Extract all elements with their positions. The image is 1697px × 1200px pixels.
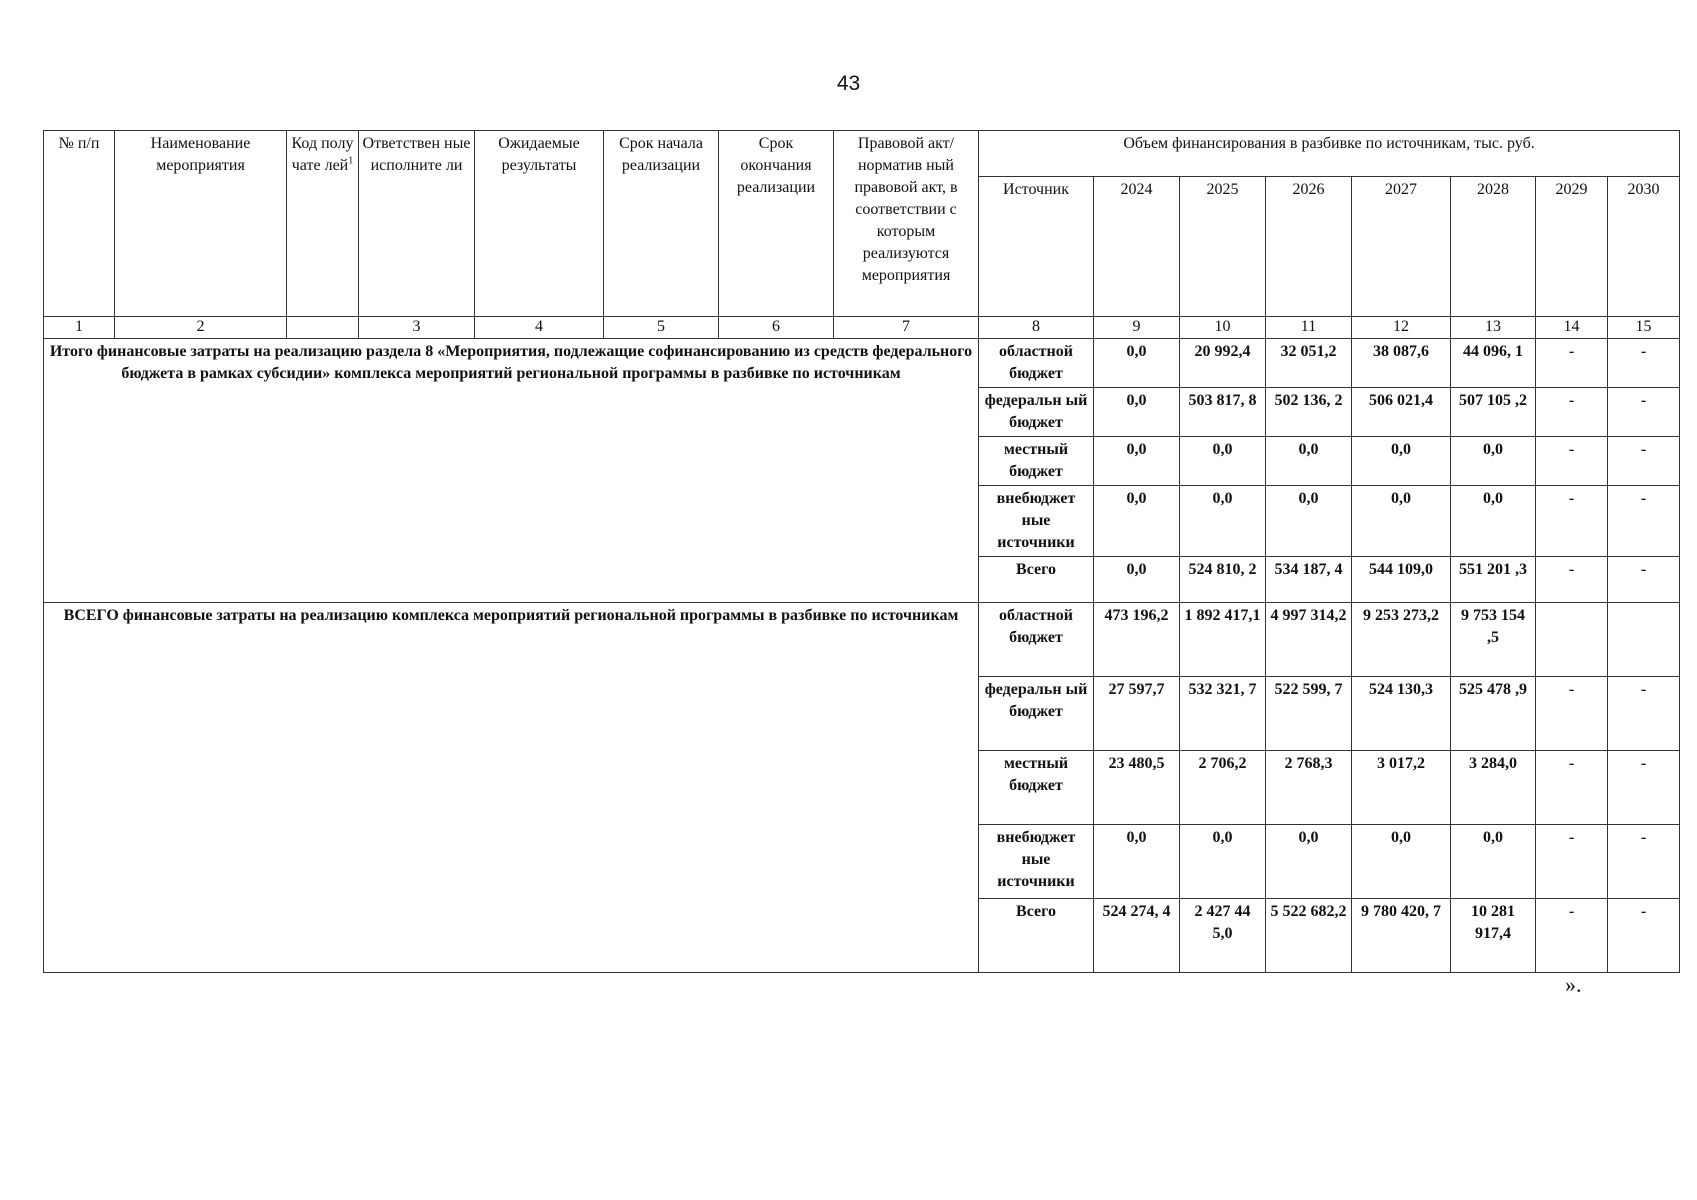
funding-value [1608,603,1680,677]
financing-table [43,130,1680,973]
funding-value: 0,0 [1352,437,1451,486]
funding-source: местный бюджет [979,437,1094,486]
funding-value: 507 105 ,2 [1451,388,1536,437]
column-number-cell: 14 [1536,317,1608,339]
funding-source: местный бюджет [979,751,1094,825]
column-number-cell: 11 [1266,317,1352,339]
funding-value: 473 196,2 [1094,603,1180,677]
column-number-cell: 10 [1180,317,1266,339]
header-code [287,131,359,317]
header-number: № п/п [44,131,115,317]
header-end: Срок окончания реализации [719,131,834,317]
funding-value: - [1536,388,1608,437]
funding-value: 0,0 [1266,486,1352,557]
funding-value: 2 768,3 [1266,751,1352,825]
funding-value: 0,0 [1180,486,1266,557]
funding-source: Всего [979,557,1094,603]
table-row [44,339,1680,388]
header-funding: Объем финансирования в разбивке по источникам, тыс. руб. [979,131,1680,177]
funding-value: 0,0 [1094,825,1180,899]
funding-value: - [1536,751,1608,825]
funding-value: 0,0 [1180,437,1266,486]
funding-value: - [1536,825,1608,899]
header-expected: Ожидаемые результаты [475,131,604,317]
funding-value: 525 478 ,9 [1451,677,1536,751]
funding-value: 1 892 417,1 [1180,603,1266,677]
funding-value: 44 096, 1 [1451,339,1536,388]
closing-quote-mark: ». [1565,972,1582,997]
table-row [44,603,1680,677]
header-code-footnote: 1 [348,155,354,167]
funding-value: 551 201 ,3 [1451,557,1536,603]
funding-value: 522 599, 7 [1266,677,1352,751]
funding-value: 524 130,3 [1352,677,1451,751]
column-number-cell: 5 [604,317,719,339]
funding-value: - [1536,677,1608,751]
funding-value: 0,0 [1451,437,1536,486]
funding-value: 0,0 [1180,825,1266,899]
funding-value: 0,0 [1094,486,1180,557]
funding-source: областной бюджет [979,603,1094,677]
funding-source: внебюджет ные источники [979,825,1094,899]
funding-value: 0,0 [1451,486,1536,557]
funding-source: Всего [979,899,1094,973]
funding-value: 503 817, 8 [1180,388,1266,437]
header-year: 2024 [1094,177,1180,317]
header-name: Наименование мероприятия [115,131,287,317]
column-number-cell: 4 [475,317,604,339]
funding-value: 502 136, 2 [1266,388,1352,437]
funding-value [1536,603,1608,677]
funding-source: федеральн ый бюджет [979,677,1094,751]
header-start: Срок начала реализации [604,131,719,317]
funding-value: 10 281 917,4 [1451,899,1536,973]
column-number-cell: 7 [834,317,979,339]
funding-value: - [1608,339,1680,388]
funding-value: - [1608,825,1680,899]
header-code-text: Код полу чате лей [291,135,354,174]
header-source: Источник [979,177,1094,317]
funding-value: - [1536,339,1608,388]
funding-value: 2 706,2 [1180,751,1266,825]
funding-source: внебюджет ные источники [979,486,1094,557]
funding-value: 9 253 273,2 [1352,603,1451,677]
funding-value: 9 753 154 ,5 [1451,603,1536,677]
funding-source: областной бюджет [979,339,1094,388]
funding-value: 23 480,5 [1094,751,1180,825]
column-number-cell: 8 [979,317,1094,339]
funding-value: 5 522 682,2 [1266,899,1352,973]
funding-value: 0,0 [1352,486,1451,557]
funding-value: 544 109,0 [1352,557,1451,603]
section-summary-label: ВСЕГО финансовые затраты на реализацию комплекса мероприятий региональной программы в разбивке по источникам [44,603,979,973]
funding-value: 506 021,4 [1352,388,1451,437]
funding-value: 0,0 [1094,339,1180,388]
header-year: 2026 [1266,177,1352,317]
funding-value: 4 997 314,2 [1266,603,1352,677]
header-year: 2029 [1536,177,1608,317]
funding-value: 534 187, 4 [1266,557,1352,603]
funding-value: 532 321, 7 [1180,677,1266,751]
header-year: 2027 [1352,177,1451,317]
funding-value: - [1608,557,1680,603]
column-number-cell: 15 [1608,317,1680,339]
header-year: 2030 [1608,177,1680,317]
column-number-cell: 9 [1094,317,1180,339]
section-summary-label: Итого финансовые затраты на реализацию раздела 8 «Мероприятия, подлежащие софинансированию из средств федерального бюджета в рамках субсидии» комплекса мероприятий региональной программы в разбивке по источникам [44,339,979,603]
funding-value: 38 087,6 [1352,339,1451,388]
column-number-cell: 3 [359,317,475,339]
funding-value: 9 780 420, 7 [1352,899,1451,973]
header-year: 2025 [1180,177,1266,317]
funding-value: 32 051,2 [1266,339,1352,388]
funding-value: - [1536,899,1608,973]
column-number-cell: 6 [719,317,834,339]
column-number-cell: 2 [115,317,287,339]
funding-value: 0,0 [1266,825,1352,899]
funding-value: - [1608,486,1680,557]
funding-value: 2 427 44 5,0 [1180,899,1266,973]
funding-value: - [1608,751,1680,825]
funding-value: 3 284,0 [1451,751,1536,825]
funding-value: - [1608,437,1680,486]
column-number-cell: 1 [44,317,115,339]
header-legal-act: Правовой акт/норматив ный правовой акт, в соответствии с которым реализуются мероприятия [834,131,979,317]
header-year: 2028 [1451,177,1536,317]
column-number-cell [287,317,359,339]
funding-source: федеральн ый бюджет [979,388,1094,437]
column-number-cell: 12 [1352,317,1451,339]
funding-value: 0,0 [1094,557,1180,603]
funding-value: 524 810, 2 [1180,557,1266,603]
funding-value: - [1536,557,1608,603]
funding-value: 3 017,2 [1352,751,1451,825]
funding-value: 0,0 [1352,825,1451,899]
funding-value: 524 274, 4 [1094,899,1180,973]
funding-value: 27 597,7 [1094,677,1180,751]
funding-value: - [1608,899,1680,973]
funding-value: - [1608,677,1680,751]
funding-value: 0,0 [1451,825,1536,899]
funding-value: - [1608,388,1680,437]
funding-value: 0,0 [1094,437,1180,486]
page-number: 43 [836,72,861,95]
funding-value: - [1536,437,1608,486]
funding-value: 0,0 [1094,388,1180,437]
column-number-row [44,317,1680,339]
column-number-cell: 13 [1451,317,1536,339]
funding-value: 0,0 [1266,437,1352,486]
funding-value: - [1536,486,1608,557]
funding-value: 20 992,4 [1180,339,1266,388]
header-responsible: Ответствен ные исполните ли [359,131,475,317]
